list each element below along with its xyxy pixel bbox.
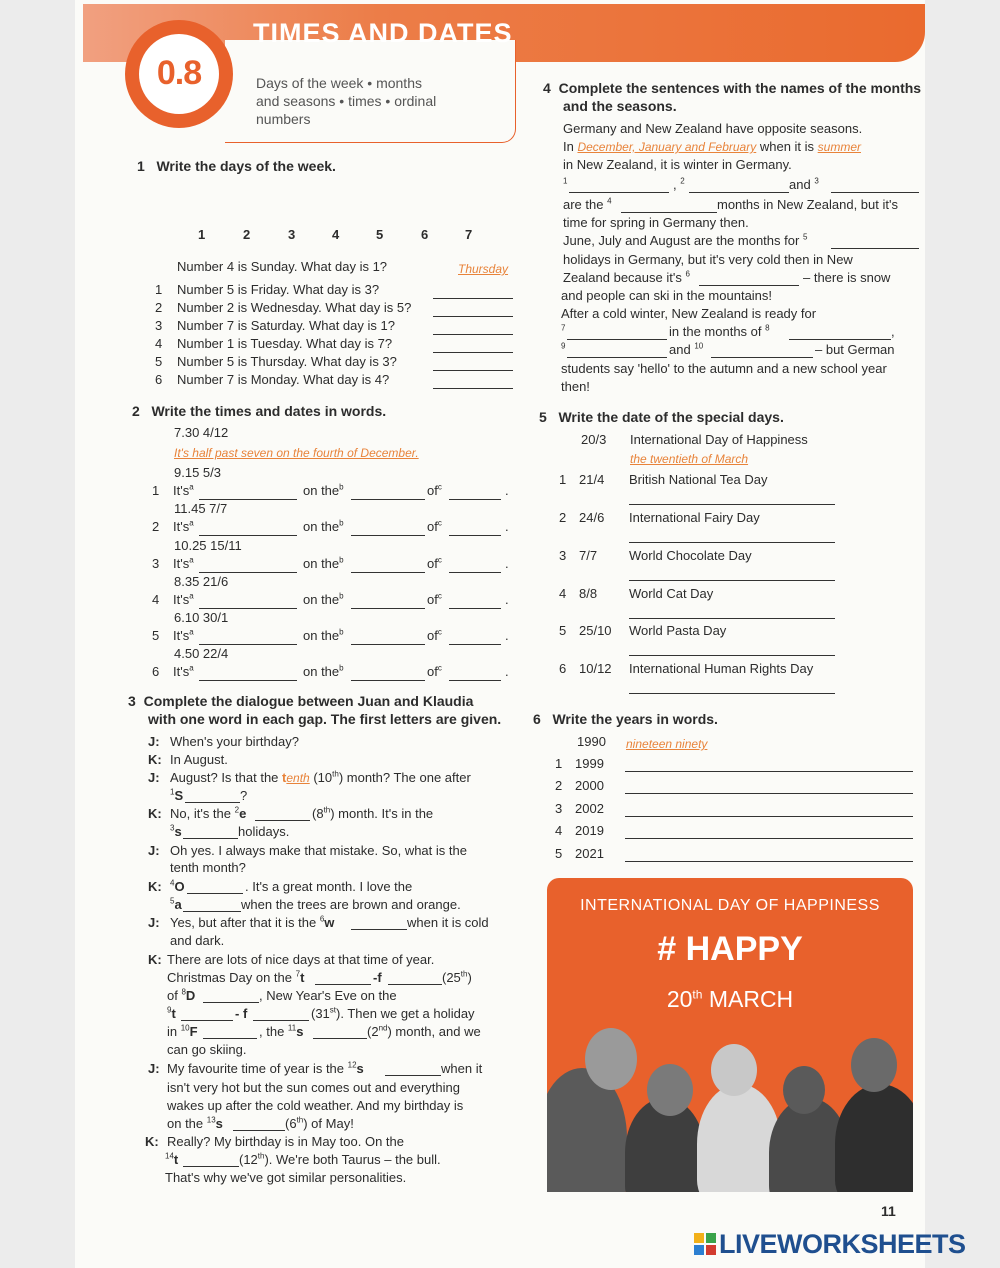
speaker-k: K: (148, 879, 162, 894)
ex4-line: in the months of $^8$ (669, 323, 770, 339)
dialogue-text: There are lots of nice days at that time of year. (167, 952, 435, 967)
ex4-line: are the $^4$ (563, 196, 612, 212)
ex4-text: students say 'hello' to the autumn and a new school year (561, 361, 887, 376)
ex6-heading: 6 Write the years in words. (533, 711, 718, 727)
dialogue-gap-9b[interactable] (253, 1006, 309, 1021)
ex4-text: and people can ski in the mountains! (561, 288, 773, 303)
dialogue-text: and dark. (170, 933, 225, 948)
dialogue-text: when it (441, 1061, 483, 1076)
ex2-prompt: 6.10 30/1 (174, 610, 229, 625)
dialogue-text: When's your birthday? (170, 734, 299, 749)
ex5-num: 4 (559, 586, 567, 601)
dialogue-text: Oh yes. I always make that mistake. So, what is the (170, 843, 467, 858)
ex1-answer-input[interactable] (433, 320, 513, 335)
ex1-question: Number 5 is Thursday. What day is 3? (177, 354, 397, 369)
dialogue-line: Yes, but after that it is the $^6$w (170, 914, 335, 930)
dialogue-line: No, it's the $^2$e (170, 805, 247, 821)
ex4-line: and $^{10}$ (669, 341, 704, 357)
ex5-day-name: International Human Rights Day (629, 661, 814, 676)
ex4-heading-line2: and the seasons. (563, 98, 677, 114)
ex6-year: 2000 (575, 778, 604, 793)
dialogue-text: In August. (170, 752, 228, 767)
ex2-dot: . (505, 628, 509, 643)
ex4-gap-label: 1 (563, 176, 568, 186)
ex5-date: 8/8 (579, 586, 598, 601)
ex2-prompt: 9.15 5/3 (174, 465, 221, 480)
ex4-text: Germany and New Zealand have opposite seasons. (563, 121, 863, 136)
topics-line-1: Days of the week • months (256, 75, 422, 91)
ex5-answer-input[interactable] (629, 566, 835, 581)
ex2-on-the: on the$^b$ (303, 482, 344, 498)
ex6-example-answer: nineteen ninety (626, 737, 708, 751)
ex5-answer-input[interactable] (629, 679, 835, 694)
ex2-on-the: on the$^b$ (303, 627, 344, 643)
ex4-example-line: In December, January and February when it is summer (563, 139, 861, 154)
dialogue-gap-7a[interactable] (315, 970, 371, 985)
dialogue-gap-8[interactable] (203, 988, 259, 1003)
ex2-month-input[interactable] (449, 630, 501, 645)
dialogue-line: $^{14}$t (165, 1151, 179, 1167)
ex2-num: 1 (152, 483, 160, 498)
ex4-text: – but German (815, 342, 895, 357)
ex1-example-answer: Thursday (458, 262, 509, 276)
dialogue-line: (31st). Then we get a holiday (311, 1005, 475, 1021)
ex6-answer-input[interactable] (625, 824, 913, 839)
dialogue-gap-3[interactable] (183, 824, 238, 839)
dialogue-text: That's why we've got similar personalities. (165, 1170, 407, 1185)
day-number: 1 (198, 227, 206, 242)
dialogue-text: wakes up after the cold weather. And my birthday is (167, 1098, 464, 1113)
dialogue-text: can go skiing. (167, 1042, 247, 1057)
dialogue-gap-6[interactable] (351, 915, 407, 930)
ex2-dot: . (505, 556, 509, 571)
ex1-num: 1 (155, 282, 163, 297)
ex2-of: $of^c$ (427, 663, 442, 679)
ex6-answer-input[interactable] (625, 779, 913, 794)
day-number: 2 (243, 227, 251, 242)
dialogue-gap-5[interactable] (183, 897, 241, 912)
page-title: TIMES AND DATES (253, 18, 513, 48)
ex2-its: $It's^a$ (173, 555, 194, 571)
speaker-j: J: (148, 734, 160, 749)
person-head (711, 1044, 757, 1096)
dialogue-text: holidays. (238, 824, 290, 839)
dialogue-text: , New Year's Eve on the (259, 988, 397, 1003)
ex2-on-the: on the$^b$ (303, 518, 344, 534)
ex5-example-name: International Day of Happiness (630, 432, 808, 447)
ex4-text: then! (561, 379, 590, 394)
ex4-heading-line1: 4 Complete the sentences with the names of the months (543, 80, 922, 96)
ex4-gap-label: and $^3$ (789, 176, 819, 192)
ex5-day-name: British National Tea Day (629, 472, 768, 487)
ex2-month-input[interactable] (449, 594, 501, 609)
ex6-num: 2 (555, 778, 563, 793)
ex4-text: months in New Zealand, but it's (717, 197, 898, 212)
dialogue-line: on the $^{13}$s (167, 1115, 223, 1131)
ex5-answer-input[interactable] (629, 528, 835, 543)
ex2-time-input[interactable] (199, 666, 297, 681)
ex5-example-answer: the twentieth of March (630, 452, 749, 466)
ex2-num: 3 (152, 556, 160, 571)
speaker-k: K: (148, 806, 162, 821)
topics-line-3: numbers (256, 111, 311, 127)
ex2-num: 5 (152, 628, 160, 643)
dialogue-text: tenth month? (170, 860, 246, 875)
ex5-num: 2 (559, 510, 567, 525)
ex4-gap-label: , $^2$ (673, 176, 685, 192)
ex1-answer-input[interactable] (433, 284, 513, 299)
day-number: 5 (376, 227, 384, 242)
ex6-year: 1999 (575, 756, 604, 771)
dialogue-text: Really? My birthday is in May too. On the (167, 1134, 404, 1149)
dialogue-line: in $^{10}$F (167, 1023, 198, 1039)
ex6-answer-input[interactable] (625, 802, 913, 817)
ex4-gap-label: 7 (561, 323, 566, 333)
ex6-answer-input[interactable] (625, 847, 913, 862)
ex5-day-name: World Chocolate Day (629, 548, 752, 563)
dialogue-line: of $^8$D (167, 987, 196, 1003)
ex5-num: 1 (559, 472, 567, 487)
ex1-heading: 1 Write the days of the week. (137, 158, 336, 174)
ex5-example-date: 20/3 (581, 432, 607, 447)
person-head (647, 1064, 693, 1116)
ex1-question: Number 5 is Friday. What day is 3? (177, 282, 380, 297)
ex5-date: 25/10 (579, 623, 612, 638)
day-number: 6 (421, 227, 429, 242)
dialogue-line: (12th). We're both Taurus – the bull. (239, 1151, 441, 1167)
ex2-its: $It's^a$ (173, 518, 194, 534)
ex6-num: 1 (555, 756, 563, 771)
ex1-question: Number 7 is Saturday. What day is 1? (177, 318, 395, 333)
ex5-num: 6 (559, 661, 567, 676)
ex2-on-the: on the$^b$ (303, 591, 344, 607)
ex5-answer-input[interactable] (629, 490, 835, 505)
ex4-gap-8[interactable] (789, 325, 891, 340)
dialogue-text: when it is cold (407, 915, 489, 930)
dialogue-line: $^1$S (170, 787, 184, 803)
ex2-of: $of^c$ (427, 591, 442, 607)
page-number: 11 (881, 1203, 896, 1219)
dialogue-line: My favourite time of year is the $^{12}$s (167, 1060, 364, 1076)
ex5-day-name: International Fairy Day (629, 510, 760, 525)
happiness-poster (547, 878, 913, 1192)
ex2-prompt: 11.45 7/7 (174, 501, 228, 516)
dialogue-line: (25th) (442, 969, 472, 985)
ex1-question: Number 2 is Wednesday. What day is 5? (177, 300, 412, 315)
dialogue-line: $^4$O (170, 878, 185, 894)
ex2-prompt: 10.25 15/11 (174, 538, 242, 553)
ex2-time-input[interactable] (199, 630, 297, 645)
ex5-heading: 5 Write the date of the special days. (539, 409, 784, 425)
ex2-num: 6 (152, 664, 160, 679)
ex5-num: 5 (559, 623, 567, 638)
ex2-dot: . (505, 483, 509, 498)
ex6-num: 3 (555, 801, 563, 816)
dialogue-text: when the trees are brown and orange. (241, 897, 461, 912)
dialogue-gap-1[interactable] (185, 788, 240, 803)
person-photo (835, 1084, 913, 1192)
dialogue-text: . It's a great month. I love the (245, 879, 413, 894)
ex4-text: in New Zealand, it is winter in Germany. (563, 157, 792, 172)
ex6-answer-input[interactable] (625, 757, 913, 772)
ex2-month-input[interactable] (449, 485, 501, 500)
example-answer: enth (286, 771, 310, 785)
ex2-heading: 2 Write the times and dates in words. (132, 403, 387, 419)
ex4-gap-7[interactable] (567, 325, 667, 340)
ex1-num: 6 (155, 372, 163, 387)
worksheet-page (75, 0, 925, 1268)
dialogue-line: $^9$t (167, 1005, 176, 1021)
speaker-j: J: (148, 770, 160, 785)
ex2-num: 2 (152, 519, 160, 534)
ex1-num: 3 (155, 318, 163, 333)
ex2-day-input[interactable] (351, 558, 425, 573)
day-number: 4 (332, 227, 340, 242)
ex2-dot: . (505, 519, 509, 534)
ex6-year: 2019 (575, 823, 604, 838)
ex2-its: $It's^a$ (173, 663, 194, 679)
dialogue-line: (8th) month. It's in the (312, 805, 434, 821)
ex4-line: June, July and August are the months for $^5$ (563, 232, 808, 248)
ex4-line: Zealand because it's $^6$ (563, 269, 690, 285)
dialogue-line: -f (373, 970, 382, 985)
dialogue-gap-14[interactable] (183, 1152, 239, 1167)
ex2-month-input[interactable] (449, 666, 501, 681)
ex2-day-input[interactable] (351, 521, 425, 536)
group-photo (547, 1028, 913, 1192)
dialogue-line: August? Is that the tenth (10th) month? The one after (170, 769, 471, 785)
ex5-answer-input[interactable] (629, 604, 835, 619)
poster-hashtag: # HAPPY (657, 930, 803, 968)
ex1-answer-input[interactable] (433, 374, 513, 389)
dialogue-gap-4[interactable] (187, 879, 243, 894)
ex1-num: 2 (155, 300, 163, 315)
ex6-num: 5 (555, 846, 563, 861)
ex6-example-year: 1990 (577, 734, 606, 749)
ex2-prompt: 8.35 21/6 (174, 574, 229, 589)
ex4-gap-label: 9 (561, 341, 566, 351)
speaker-j: J: (148, 1061, 160, 1076)
ex1-answer-input[interactable] (433, 338, 513, 353)
ex5-day-name: World Cat Day (629, 586, 714, 601)
dialogue-line: $^3$s (170, 823, 182, 839)
ex4-gap-4[interactable] (621, 198, 717, 213)
day-number: 3 (288, 227, 296, 242)
brand-logo (692, 1229, 992, 1259)
ex4-gap-10[interactable] (711, 343, 813, 358)
ex2-dot: . (505, 592, 509, 607)
ex4-text: , (891, 324, 895, 339)
ex5-date: 21/4 (579, 472, 605, 487)
section-badge: 0.8 (156, 54, 202, 92)
ex1-num: 5 (155, 354, 163, 369)
ex2-its: $It's^a$ (173, 591, 194, 607)
ex5-num: 3 (559, 548, 567, 563)
ex4-gap-9[interactable] (567, 343, 667, 358)
ex4-text: holidays in Germany, but it's very cold then in New (563, 252, 853, 267)
dialogue-line: $^5$a (170, 896, 182, 912)
ex2-time-input[interactable] (199, 594, 297, 609)
person-head (783, 1066, 825, 1114)
dialogue-gap-11[interactable] (313, 1024, 367, 1039)
poster-title: INTERNATIONAL DAY OF HAPPINESS (580, 897, 880, 914)
ex2-time-input[interactable] (199, 485, 297, 500)
ex4-gap-3[interactable] (831, 178, 919, 193)
header-outline (225, 40, 516, 143)
ex1-num: 4 (155, 336, 163, 351)
dialogue-gap-12[interactable] (385, 1061, 441, 1076)
dialogue-line: Christmas Day on the $^7$t (167, 969, 305, 985)
ex2-on-the: on the$^b$ (303, 555, 344, 571)
ex2-time-input[interactable] (199, 558, 297, 573)
day-number: 7 (465, 227, 473, 242)
ex4-text: time for spring in Germany then. (563, 215, 749, 230)
person-head (851, 1038, 897, 1092)
ex4-gap-6[interactable] (699, 271, 799, 286)
ex4-gap-2[interactable] (689, 178, 789, 193)
ex1-example: Number 4 is Sunday. What day is 1? (177, 259, 388, 274)
person-head (585, 1028, 637, 1090)
dialogue-line: , the $^{11}$s (259, 1023, 304, 1039)
ex2-day-input[interactable] (351, 630, 425, 645)
dialogue-line: (6th) of May! (285, 1115, 354, 1131)
dialogue-text: - f (235, 1006, 248, 1021)
dialogue-line: (2nd) month, and we (367, 1023, 481, 1039)
ex2-num: 4 (152, 592, 160, 607)
dialogue-gap-2[interactable] (255, 806, 310, 821)
ex4-text: After a cold winter, New Zealand is ready for (561, 306, 817, 321)
dialogue-text: isn't very hot but the sun comes out and everything (167, 1080, 460, 1095)
ex5-day-name: World Pasta Day (629, 623, 727, 638)
speaker-j: J: (148, 843, 160, 858)
ex1-answer-input[interactable] (433, 302, 513, 317)
ex3-heading-line2: with one word in each gap. The first letters are given. (148, 711, 502, 727)
speaker-j: J: (148, 915, 160, 930)
brand-icon (694, 1233, 716, 1255)
ex1-question: Number 1 is Tuesday. What day is 7? (177, 336, 393, 351)
ex2-day-input[interactable] (351, 666, 425, 681)
ex2-its: $It's^a$ (173, 627, 194, 643)
ex2-its: $It's^a$ (173, 482, 194, 498)
speaker-k: K: (148, 752, 162, 767)
ex6-num: 4 (555, 823, 563, 838)
ex6-year: 2021 (575, 846, 604, 861)
ex2-of: $of^c$ (427, 555, 442, 571)
ex2-of: $of^c$ (427, 518, 442, 534)
brand-name: LIVEWORKSHEETS (719, 1229, 966, 1259)
ex6-year: 2002 (575, 801, 604, 816)
ex2-on-the: on the$^b$ (303, 663, 344, 679)
dialogue-gap-9a[interactable] (181, 1006, 233, 1021)
ex4-gap-5[interactable] (831, 234, 919, 249)
topics-line-2: and seasons • times • ordinal (256, 93, 437, 109)
dialogue-gap-13[interactable] (233, 1116, 285, 1131)
speaker-k: K: (148, 952, 162, 967)
ex2-month-input[interactable] (449, 521, 501, 536)
ex4-gap-1[interactable] (569, 178, 669, 193)
speaker-k: K: (145, 1134, 159, 1149)
ex5-date: 24/6 (579, 510, 605, 525)
dialogue-gap-7b[interactable] (388, 970, 442, 985)
ex2-example-answer: It's half past seven on the fourth of December. (174, 446, 419, 460)
poster-date: 20th MARCH (666, 986, 794, 1012)
ex2-prompt: 4.50 22/4 (174, 646, 229, 661)
ex2-example-prompt: 7.30 4/12 (174, 425, 229, 440)
ex2-day-input[interactable] (351, 485, 425, 500)
ex2-dot: . (505, 664, 509, 679)
dialogue-text: ? (240, 788, 248, 803)
ex2-of: $of^c$ (427, 627, 442, 643)
ex2-time-input[interactable] (199, 521, 297, 536)
ex1-question: Number 7 is Monday. What day is 4? (177, 372, 390, 387)
ex2-month-input[interactable] (449, 558, 501, 573)
ex5-date: 10/12 (579, 661, 612, 676)
ex2-of: $of^c$ (427, 482, 442, 498)
ex4-text: – there is snow (803, 270, 891, 285)
ex5-date: 7/7 (579, 548, 598, 563)
ex2-day-input[interactable] (351, 594, 425, 609)
ex5-answer-input[interactable] (629, 641, 835, 656)
ex3-heading-line1: 3 Complete the dialogue between Juan and Klaudia (128, 693, 474, 709)
ex1-answer-input[interactable] (433, 356, 513, 371)
dialogue-gap-10[interactable] (203, 1024, 257, 1039)
